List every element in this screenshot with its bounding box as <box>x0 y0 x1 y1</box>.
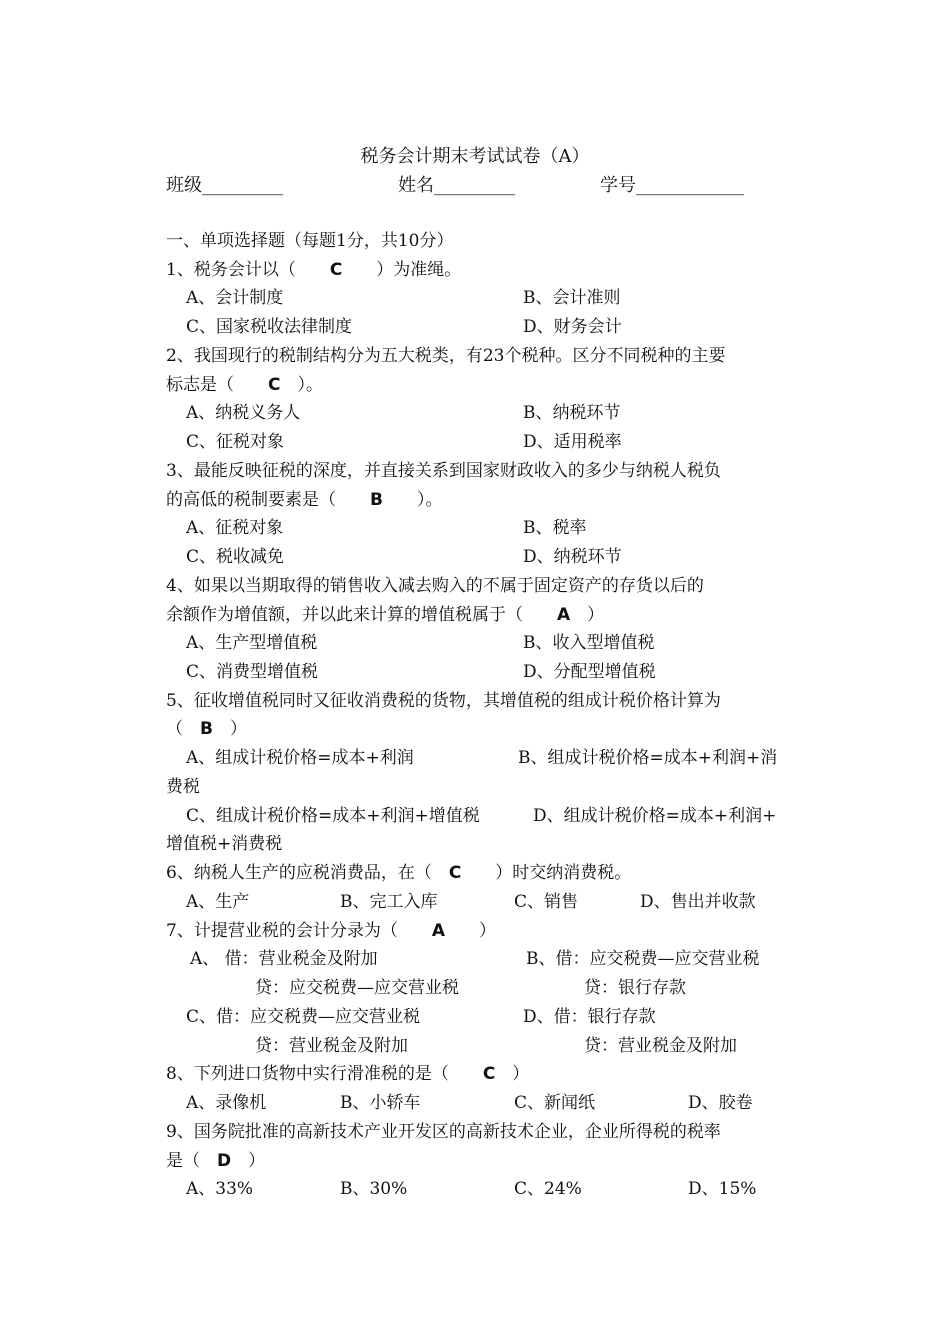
question-stem-text: ）时交纳消费税。 <box>461 863 632 883</box>
q2-option-d: D、适用税率 <box>523 432 622 452</box>
question-4-stem-cont <box>166 603 604 627</box>
question-3-stem-cont <box>166 488 442 512</box>
question-9-stem: 9、国务院批准的高新技术产业开发区的高新技术企业，企业所得税的税率 <box>166 1122 721 1142</box>
q3-option-c: C、税收减免 <box>186 547 285 567</box>
q9-option-c: C、24% <box>514 1179 582 1199</box>
q3-option-b: B、税率 <box>523 518 587 538</box>
answer-mark: B <box>200 719 213 739</box>
q7-option-b-credit: 贷：银行存款 <box>584 978 686 998</box>
question-stem-text: 1、税务会计以（ <box>166 260 330 280</box>
question-stem-text: ）。 <box>280 375 323 395</box>
question-stem-text: 是（ <box>166 1151 217 1171</box>
question-3-stem: 3、最能反映征税的深度，并直接关系到国家财政收入的多少与纳税人税负 <box>166 461 721 481</box>
question-6-stem <box>166 861 631 885</box>
q9-option-b: B、30% <box>340 1179 408 1199</box>
q4-option-a: A、生产型增值税 <box>186 633 318 653</box>
q5-option-a: A、组成计税价格=成本+利润 <box>186 748 414 768</box>
answer-mark: B <box>370 490 383 510</box>
q5-option-b: B、组成计税价格=成本+利润+消 <box>518 748 778 768</box>
question-stem-text: （ <box>166 719 200 739</box>
section-heading: 一、单项选择题（每题1分，共10分） <box>166 231 454 251</box>
question-2-stem-cont <box>166 373 323 397</box>
question-stem-text: ） <box>231 1151 266 1171</box>
q5-option-d-cont: 增值税+消费税 <box>166 834 283 854</box>
answer-mark: A <box>431 921 445 941</box>
question-stem-text: ） <box>445 921 496 941</box>
question-stem-text: ）。 <box>382 490 443 510</box>
q6-option-b: B、完工入库 <box>340 892 438 912</box>
question-5-stem-cont <box>166 717 247 741</box>
question-5-stem: 5、征收增值税同时又征收消费税的货物，其增值税的组成计税价格计算为 <box>166 691 721 711</box>
answer-mark: C <box>329 260 343 280</box>
answer-mark: C <box>268 375 281 395</box>
question-stem-text: 余额作为增值额，并以此来计算的增值税属于（ <box>166 605 557 625</box>
answer-mark: C <box>482 1064 496 1084</box>
q8-option-d: D、胶卷 <box>688 1093 753 1113</box>
question-stem-text: 7、计提营业税的会计分录为（ <box>166 921 432 941</box>
q9-option-a: A、33% <box>186 1179 254 1199</box>
q7-option-c: C、借：应交税费—应交营业税 <box>186 1007 421 1027</box>
q7-option-a: A、 借：营业税金及附加 <box>190 949 378 969</box>
q2-option-a: A、纳税义务人 <box>186 403 301 423</box>
name-field: 姓名_________ <box>398 175 515 196</box>
q3-option-a: A、征税对象 <box>186 518 284 538</box>
q8-option-b: B、小轿车 <box>340 1093 421 1113</box>
question-stem-text: ）为准绳。 <box>342 260 462 280</box>
q5-option-b-cont: 费税 <box>166 777 200 797</box>
question-8-stem <box>166 1062 529 1086</box>
q8-option-c: C、新闻纸 <box>514 1093 596 1113</box>
q3-option-d: D、纳税环节 <box>523 547 622 567</box>
question-stem-text: 8、下列进口货物中实行滑准税的是（ <box>166 1064 483 1084</box>
q2-option-b: B、纳税环节 <box>523 403 621 423</box>
q8-option-a: A、录像机 <box>186 1093 267 1113</box>
q5-option-c: C、组成计税价格=成本+利润+增值税 <box>186 806 480 826</box>
question-stem-text: ） <box>495 1064 530 1084</box>
q7-option-c-credit: 贷：营业税金及附加 <box>255 1036 408 1056</box>
q7-option-d-credit: 贷：营业税金及附加 <box>584 1036 737 1056</box>
answer-mark: A <box>557 605 571 625</box>
question-4-stem: 4、如果以当期取得的销售收入减去购入的不属于固定资产的存货以后的 <box>166 576 704 596</box>
q1-option-a: A、会计制度 <box>186 288 284 308</box>
q6-option-a: A、生产 <box>186 892 250 912</box>
q5-option-d: D、组成计税价格=成本+利润+ <box>533 806 777 826</box>
question-stem-text: 6、纳税人生产的应税消费品，在（ <box>166 863 449 883</box>
q2-option-c: C、征税对象 <box>186 432 285 452</box>
student-id-field: 学号____________ <box>600 175 744 196</box>
q6-option-c: C、销售 <box>514 892 579 912</box>
answer-mark: C <box>448 863 462 883</box>
class-field: 班级_________ <box>166 175 283 196</box>
exam-title: 税务会计期末考试试卷（A） <box>360 146 590 167</box>
student-info-row <box>166 171 786 197</box>
question-1-stem <box>166 258 461 282</box>
question-9-stem-cont <box>166 1149 265 1173</box>
q7-option-b: B、借：应交税费—应交营业税 <box>526 949 760 969</box>
q7-option-a-credit: 贷：应交税费—应交营业税 <box>255 978 459 998</box>
q4-option-d: D、分配型增值税 <box>523 662 656 682</box>
question-stem-text: 的高低的税制要素是（ <box>166 490 370 510</box>
question-stem-text: ） <box>570 605 605 625</box>
q6-option-d: D、售出并收款 <box>640 892 756 912</box>
answer-mark: D <box>217 1151 232 1171</box>
q7-option-d: D、借：银行存款 <box>523 1007 656 1027</box>
question-stem-text: ） <box>212 719 247 739</box>
q4-option-c: C、消费型增值税 <box>186 662 319 682</box>
q9-option-d: D、15% <box>688 1179 757 1199</box>
q1-option-c: C、国家税收法律制度 <box>186 317 353 337</box>
question-7-stem <box>166 919 496 943</box>
q1-option-b: B、会计准则 <box>523 288 621 308</box>
question-2-stem: 2、我国现行的税制结构分为五大税类，有23个税种。区分不同税种的主要 <box>166 346 726 366</box>
q4-option-b: B、收入型增值税 <box>523 633 655 653</box>
question-stem-text: 标志是（ <box>166 375 268 395</box>
q1-option-d: D、财务会计 <box>523 317 622 337</box>
